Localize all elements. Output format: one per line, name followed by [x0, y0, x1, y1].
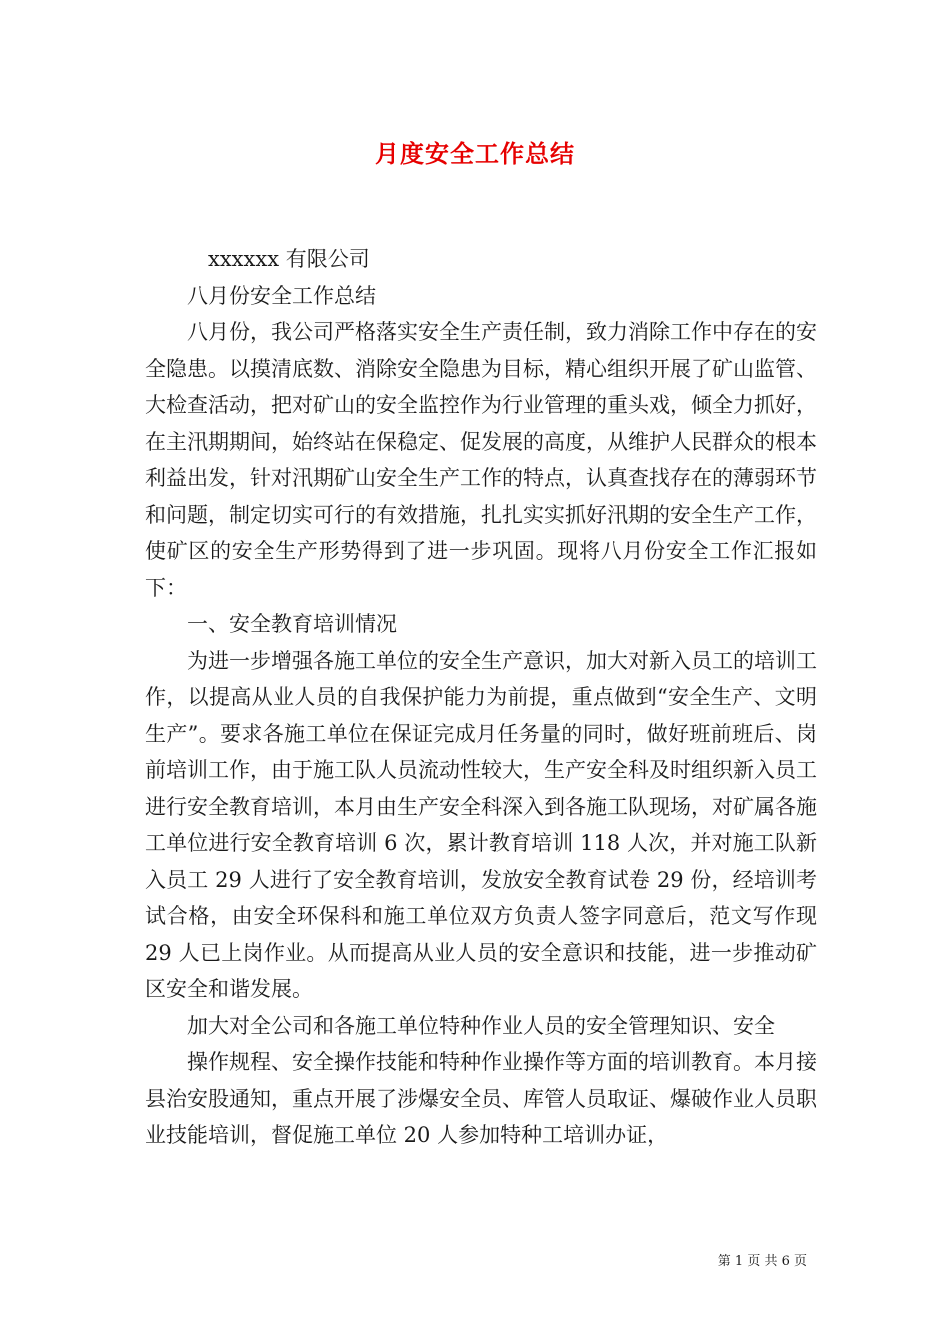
document-body: [145, 241, 817, 1154]
paragraph-operations: 操作规程、安全操作技能和特种作业操作等方面的培训教育。本月接县治安股通知，重点开展了涉爆安全员、库管人员取证、爆破作业人员职业技能培训，督促施工单位 20 人参加特种工培训办证，: [145, 1050, 817, 1147]
paragraph-training: 为进一步增强各施工单位的安全生产意识，加大对新入员工的培训工作，以提高从业人员的自我保护能力为前提，重点做到“安全生产、文明生产”。要求各施工单位在保证完成月任务量的同时，做好班前班后、岗前培训工作，由于施工队人员流动性较大，生产安全科及时组织新入员工进行安全教育培训，本月由生产安全科深入到各施工队现场，对矿属各施工单位进行安全教育培训 6 次，累计教育培训 118 人次，并对施工队新入员工 29 人进行了安全教育培训，发放安全教育试卷 29 份，经培训考试合格，由安全环保科和施工单位双方负责人签字同意后，范文写作现 29 人已上岗作业。从而提高从业人员的安全意识和技能，进一步推动矿区安全和谐发展。: [145, 648, 817, 1001]
section-heading: 一、安全教育培训情况: [187, 612, 397, 636]
document-subtitle: 八月份安全工作总结: [187, 283, 376, 308]
page-number: 第 1 页 共 6 页: [717, 1254, 807, 1269]
document-title: 月度安全工作总结: [375, 139, 575, 168]
paragraph-intro: 八月份，我公司严格落实安全生产责任制，致力消除工作中存在的安全隐患。以摸清底数、消除安全隐患为目标，精心组织开展了矿山监管、大检查活动，把对矿山的安全监控作为行业管理的重头戏，倾全力抓好，在主汛期期间，始终站在保稳定、促发展的高度，从维护人民群众的根本利益出发，针对汛期矿山安全生产工作的特点，认真查找存在的薄弱环节和问题，制定切实可行的有效措施，扎扎实实抓好汛期的安全生产工作，使矿区的安全生产形势得到了进一步巩固。现将八月份安全工作汇报如下：: [145, 320, 817, 600]
company-name: xxxxxx 有限公司: [208, 247, 370, 271]
paragraph-special-workers: 加大对全公司和各施工单位特种作业人员的安全管理知识、安全: [187, 1013, 775, 1038]
